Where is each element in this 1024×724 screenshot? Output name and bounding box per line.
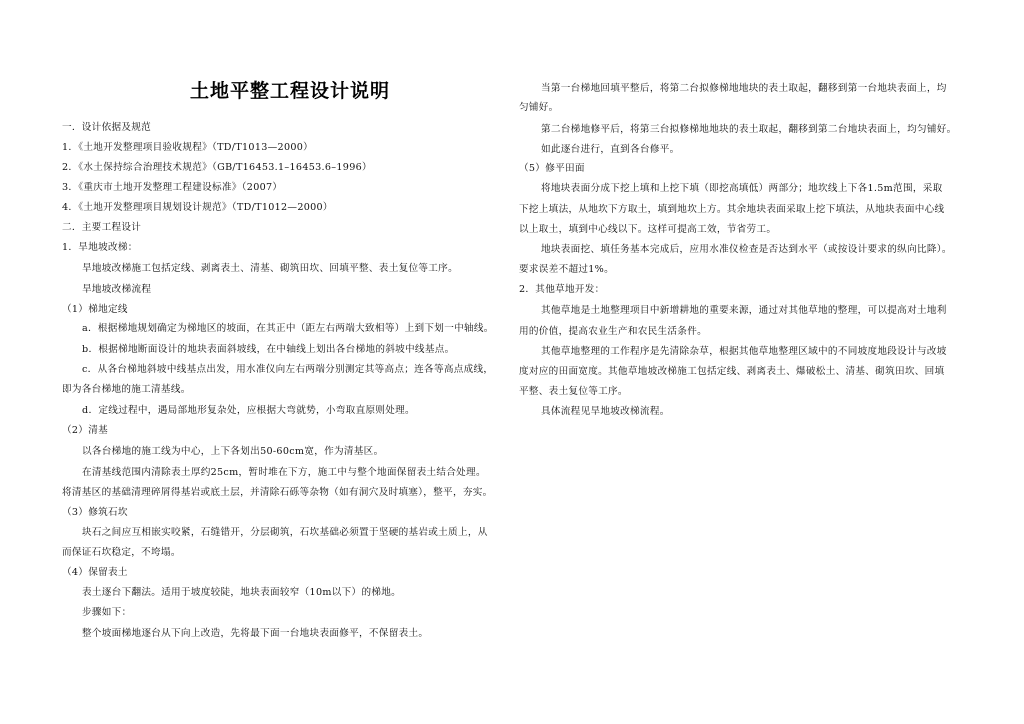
text-line: 匀铺好。: [519, 102, 559, 113]
text-line: 步骤如下：: [82, 607, 132, 618]
page-title: 土地平整工程设计说明: [190, 80, 391, 102]
text-line: 其他草地是土地整理项目中新增耕地的重要来源，通过对其他草地的整理，可以提高对土地利: [541, 305, 947, 316]
text-line: 地块表面挖、填任务基本完成后，应用水准仪检查是否达到水平（或按设计要求的纵向比降）。: [541, 244, 952, 255]
text-line: 1．《土地开发整理项目验收规程》（TD/T1013—2000）: [62, 142, 314, 153]
text-line: 而保证石坎稳定，不垮塌。: [62, 547, 181, 558]
text-line: （2）清基: [62, 425, 108, 436]
text-line: （3）修筑石坎: [62, 507, 128, 518]
text-line: 将清基区的基础清理碎屑得基岩或底土层，并清除石砾等杂物（如有洞穴及时填塞），整平，夯实。: [62, 487, 493, 498]
text-line: 1．旱地坡改梯：: [62, 242, 138, 253]
text-line: c．从各台梯地斜坡中线基点出发，用水准仪向左右两端分别测定其等高点；连各等高点成线，: [82, 364, 494, 375]
text-line: 下挖上填法，从地坎下方取土，填到地坎上方。其余地块表面采取上挖下填法，从地块表面中心线: [519, 204, 945, 215]
text-line: 将地块表面分成下挖上填和上挖下填（即挖高填低）两部分；地坎线上下各1.5m范围，采取: [541, 183, 943, 194]
text-line: （5）修平田面: [519, 163, 585, 174]
text-line: 3．《重庆市土地开发整理工程建设标准》（2007）: [62, 182, 283, 193]
text-line: 整个坡面梯地逐台从下向上改造，先将最下面一台地块表面修平，不保留表土。: [82, 628, 429, 639]
text-line: 当第一台梯地回填平整后，将第二台拟修梯地地块的表土取起，翻移到第一台地块表面上，均: [541, 83, 947, 94]
text-line: 以各台梯地的施工线为中心，上下各划出50-60cm宽，作为清基区。: [82, 446, 384, 457]
text-line: 用的价值，提高农业生产和农民生活条件。: [519, 326, 707, 337]
text-line: 二．主要工程设计: [62, 222, 142, 233]
text-line: 具体流程见旱地坡改梯流程。: [541, 406, 670, 417]
text-line: 即为各台梯地的施工清基线。: [62, 384, 191, 395]
text-line: （1）梯地定线: [62, 304, 128, 315]
text-line: 表土逐台下翻法。适用于坡度较陡，地块表面较窄（10m以下）的梯地。: [82, 587, 402, 598]
text-line: 2．其他草地开发：: [519, 284, 605, 295]
text-line: 一．设计依据及规范: [62, 122, 152, 133]
text-line: a．根据梯地规划确定为梯地区的坡面，在其正中（距左右两端大致相等）上到下划一中轴线。: [82, 323, 494, 334]
text-line: 4．《土地开发整理项目规划设计规范》（TD/T1012—2000）: [62, 202, 333, 213]
text-line: d．定线过程中，遇局部地形复杂处，应根据大弯就势，小弯取直原则处理。: [82, 405, 415, 416]
text-line: 平整、表土复位等工序。: [519, 386, 628, 397]
text-line: （4）保留表土: [62, 567, 128, 578]
text-line: 要求误差不超过1%。: [519, 264, 614, 275]
text-line: 其他草地整理的工作程序是先清除杂草，根据其他草地整理区域中的不同坡度地段设计与改坡: [541, 346, 947, 357]
text-line: 在清基线范围内清除表土厚约25cm，暂时堆在下方，施工中与整个地面保留表土结合处理。: [82, 467, 486, 478]
text-line: 以上取土，填到中心线以下。这样可提高工效，节省劳工。: [519, 224, 777, 235]
text-line: 度对应的田面宽度。其他草地坡改梯施工包括定线、剥离表土、爆破松土、清基、砌筑田坎、回填: [519, 366, 945, 377]
text-line: 旱地坡改梯施工包括定线、剥离表土、清基、砌筑田坎、回填平整、表土复位等工序。: [82, 263, 458, 274]
text-line: 如此逐台进行，直到各台修平。: [541, 144, 680, 155]
text-line: b．根据梯地断面设计的地块表面斜坡线，在中轴线上划出各台梯地的斜坡中线基点。: [82, 344, 455, 355]
text-line: 块石之间应互相嵌实咬紧，石缝错开，分层砌筑，石坎基础必须置于坚硬的基岩或土质上，从: [82, 527, 488, 538]
text-line: 2．《水土保持综合治理技术规范》（GB/T16453.1–16453.6–1996）: [62, 162, 372, 173]
text-line: 旱地坡改梯流程: [82, 284, 152, 295]
text-line: 第二台梯地修平后，将第三台拟修梯地地块的表土取起，翻移到第二台地块表面上，均匀铺好。: [541, 124, 957, 135]
